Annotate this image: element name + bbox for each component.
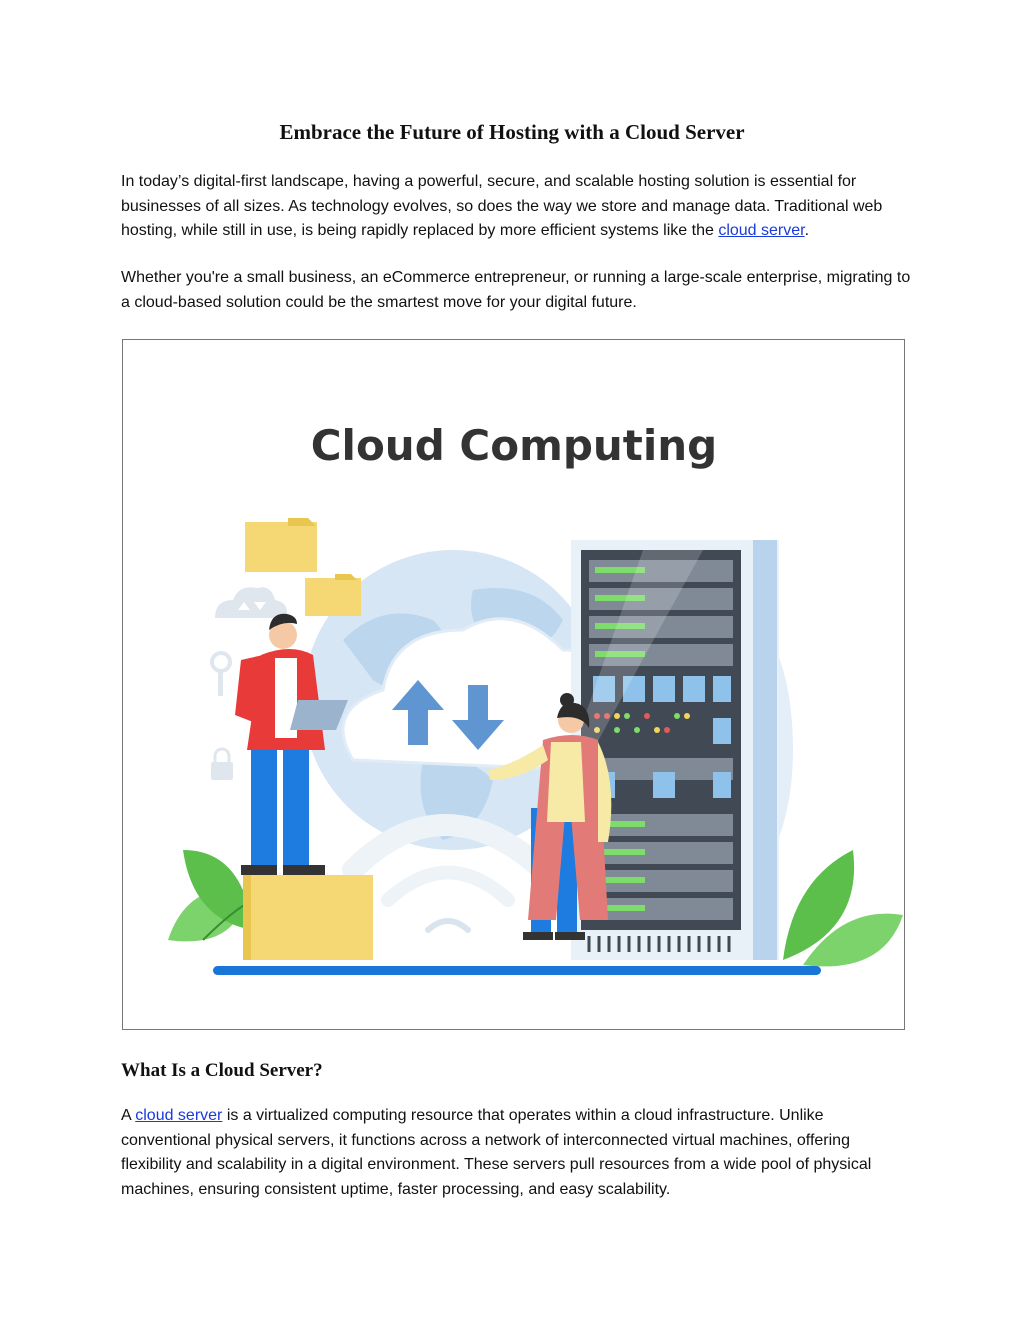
intro-text-end: . — [804, 222, 810, 239]
intro-text: In today’s digital-first landscape, having a powerful, secure, and scalable hosting solution is essential for businesses of all sizes. As technology evolves, so does the way we store and manage data. Traditional web hosting, while still in use, is being rapidly replaced by more efficient systems like the — [121, 173, 883, 239]
cloud-sync-icon — [215, 587, 287, 618]
section-text-rest: is a virtualized computing resource that operates within a cloud infrastructure. Unlike conventional physical servers, it functions across a network of interconnected virtual machines, offering flexibility and scalability in a digital environment. These servers pull resources from a wide pool of physical machines, ensuring consistent uptime, faster processing, and easy scalability. — [121, 1107, 872, 1198]
section-heading: What Is a Cloud Server? — [121, 1060, 323, 1081]
illustration-heading: Cloud Computing — [310, 421, 718, 470]
section-paragraph — [121, 1104, 911, 1202]
key-icon — [212, 653, 230, 696]
page-title: Embrace the Future of Hosting with a Cloud Server — [279, 120, 745, 144]
plant-right-icon — [783, 850, 903, 966]
second-paragraph: Whether you're a small business, an eCommerce entrepreneur, or running a large-scale enterprise, migrating to a cloud-based solution could be the smartest move for your digital future. — [121, 269, 911, 311]
plant-left-icon — [168, 850, 253, 941]
floor-line — [213, 966, 821, 975]
intro-paragraph — [121, 170, 911, 244]
cloud-computing-illustration — [122, 339, 905, 1030]
section-text-start: A — [121, 1107, 136, 1124]
cloud-server-link-2[interactable]: cloud server — [135, 1107, 223, 1124]
lock-icon — [211, 749, 233, 780]
cloud-server-link[interactable]: cloud server — [718, 222, 805, 239]
